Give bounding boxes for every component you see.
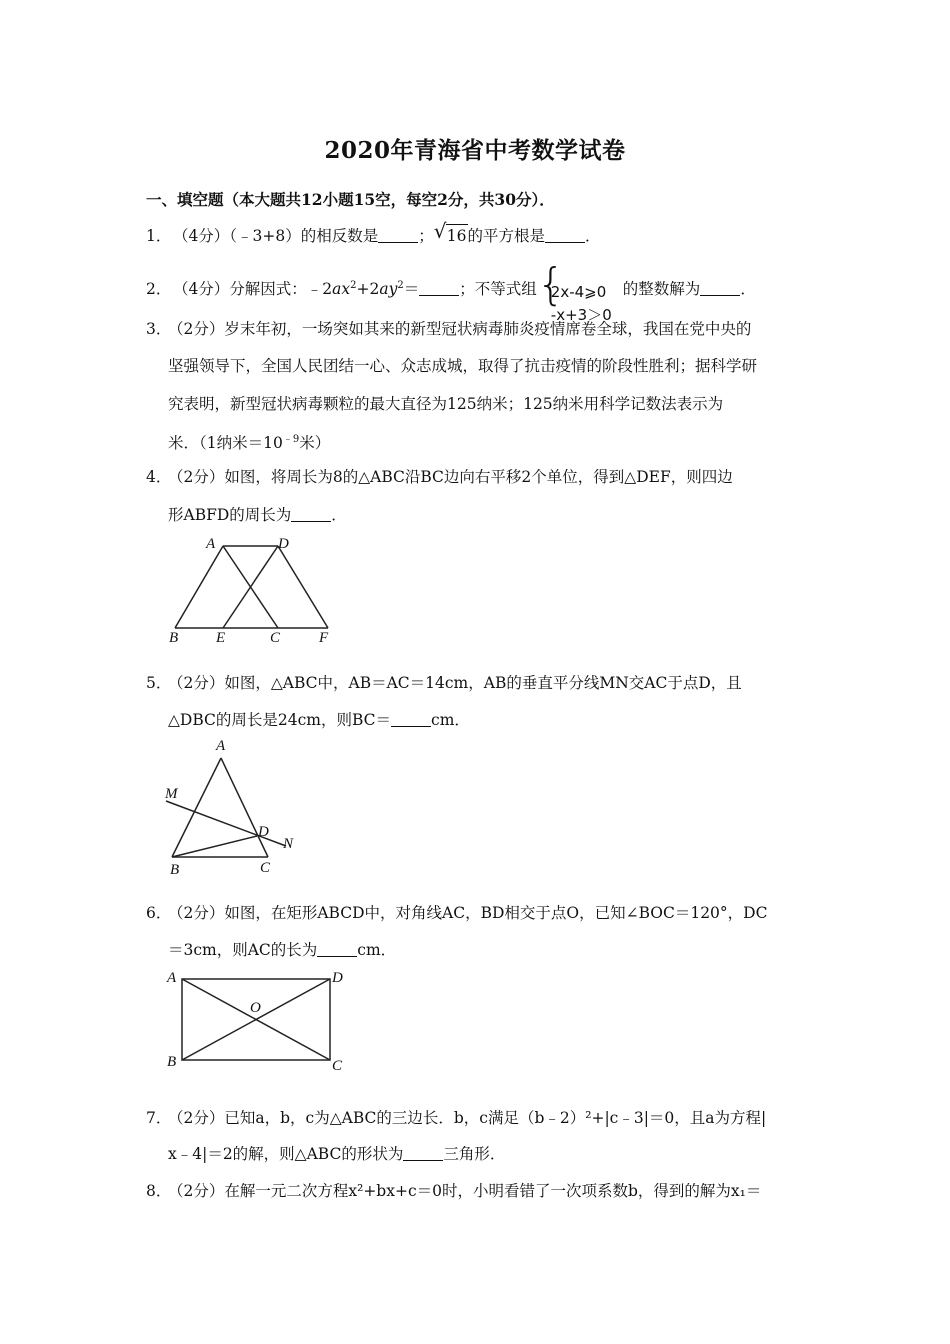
question-5-line-2	[168, 709, 470, 731]
question-number: 5．	[146, 674, 172, 692]
label-c: C	[270, 630, 281, 646]
question-text: △DBC的周长是24cm，则BC＝	[168, 711, 392, 729]
segment-bd	[172, 836, 257, 857]
sqrt-expression: √ 16	[433, 219, 467, 245]
question-text: （2分）在解一元二次方程x²+bx+c＝0时，小明看错了一次项系数b，得到的解为x₁＝	[168, 1182, 762, 1200]
label-d: D	[278, 536, 289, 552]
question-4-line-2	[168, 504, 347, 526]
question-text: （2分）如图，在矩形ABCD中，对角线AC，BD相交于点O，已知∠BOC＝120°，DC	[168, 904, 768, 922]
answer-blank	[545, 228, 585, 243]
label-a: A	[206, 536, 216, 552]
label-d: D	[258, 824, 269, 840]
radicand: 16	[446, 224, 468, 247]
label-c: C	[332, 1058, 343, 1074]
figure-rectangle	[160, 965, 350, 1080]
question-3-line-3: 究表明，新型冠状病毒颗粒的最大直径为125纳米；125纳米用科学记数法表示为	[168, 395, 724, 413]
question-text: 的平方根是	[467, 227, 546, 245]
question-7-line-2	[168, 1143, 505, 1165]
question-text: （2分）如图，将周长为8的△ABC沿BC边向右平移2个单位，得到△DEF，则四边	[168, 468, 733, 486]
answer-blank	[419, 281, 459, 296]
question-text: 米．（1纳米＝10	[168, 434, 283, 452]
question-text: （2分）岁末年初，一场突如其来的新型冠状病毒肺炎疫情席卷全球，我国在党中央的	[168, 320, 752, 338]
exponent: ﹣9	[282, 434, 300, 445]
punctuation: ．	[740, 280, 756, 298]
question-text: x﹣4|＝2的解，则△ABC的形状为	[168, 1145, 404, 1163]
figure-isosceles-triangle	[160, 736, 310, 881]
question-number: 3．	[146, 320, 172, 338]
section-heading: 一、填空题（本大题共12小题15空，每空2分，共30分）．	[146, 190, 555, 209]
segment-ac	[221, 758, 268, 857]
label-e: E	[216, 630, 226, 646]
question-6	[146, 902, 767, 924]
label-b: B	[167, 1054, 177, 1070]
question-6-line-2	[168, 939, 396, 961]
question-number: 7．	[146, 1109, 172, 1127]
label-a: A	[167, 970, 177, 986]
question-text: 形ABFD的周长为	[168, 506, 292, 524]
question-number: 8．	[146, 1182, 172, 1200]
label-n: N	[283, 836, 294, 852]
inequality-system: { 2x-4⩾0 -x+3＞0	[537, 266, 623, 314]
inequality-2: -x+3＞0	[550, 306, 612, 324]
answer-blank	[291, 507, 331, 522]
answer-blank	[317, 942, 357, 957]
punctuation: ．	[331, 506, 347, 524]
segment-ab	[172, 758, 221, 857]
question-text: 的整数解为	[622, 280, 701, 298]
segment-ab	[175, 546, 223, 628]
label-m: M	[165, 786, 178, 802]
question-text: cm．	[431, 711, 470, 729]
question-text: ；不等式组	[459, 280, 537, 298]
question-number: 2．	[146, 280, 172, 298]
question-number: 4．	[146, 468, 172, 486]
question-text: （4分）分解因式：﹣2	[172, 280, 333, 298]
question-text: （2分）已知a，b，c为△ABC的三边长．b，c满足（b﹣2）²+|c﹣3|＝0，且a为方程|	[168, 1109, 767, 1127]
question-text: 三角形．	[443, 1145, 506, 1163]
question-5	[146, 672, 742, 694]
question-7	[146, 1107, 766, 1129]
question-1: 1． （4分）（﹣3+8）的相反数是 ； √ 16的平方根是 ．	[146, 219, 601, 245]
question-text: 米）	[299, 434, 331, 452]
segment-df	[278, 546, 328, 628]
question-2: 2． （4分）分解因式：$﹣2ax^2+2ay^2=$ ；不等式组 { 2x-4⩾0 -x+3＞0 的整数解为 ．	[146, 262, 756, 314]
question-3-line-2: 坚强领导下，全国人民团结一心、众志成城，取得了抗击疫情的阶段性胜利；据科学研	[168, 357, 758, 375]
question-8	[146, 1180, 761, 1202]
inequality-1: 2x-4⩾0	[550, 283, 607, 301]
question-4	[146, 466, 733, 488]
page-title: 2020年青海省中考数学试卷	[324, 137, 626, 164]
question-text: ＝3cm，则AC的长为	[168, 941, 318, 959]
question-text: cm．	[357, 941, 397, 959]
answer-blank	[700, 281, 740, 296]
label-b: B	[170, 862, 180, 878]
label-d: D	[332, 970, 343, 986]
question-text: （4分）（﹣3+8）的相反数是	[172, 227, 379, 245]
label-a: A	[216, 738, 226, 754]
figure-trapezoid-translation	[160, 532, 340, 647]
label-o: O	[250, 1000, 261, 1016]
label-b: B	[169, 630, 179, 646]
punctuation: ．	[585, 227, 601, 245]
question-number: 6．	[146, 904, 172, 922]
answer-blank	[403, 1146, 443, 1161]
question-number: 1．	[146, 227, 172, 245]
answer-blank	[391, 712, 431, 727]
question-3	[146, 318, 751, 340]
equals-sign: ＝	[403, 280, 420, 298]
question-3-line-4	[168, 429, 330, 454]
label-c: C	[260, 860, 271, 876]
question-text: （2分）如图，△ABC中，AB＝AC＝14cm，AB的垂直平分线MN交AC于点D，且	[168, 674, 742, 692]
answer-blank	[378, 228, 418, 243]
label-f: F	[319, 630, 329, 646]
